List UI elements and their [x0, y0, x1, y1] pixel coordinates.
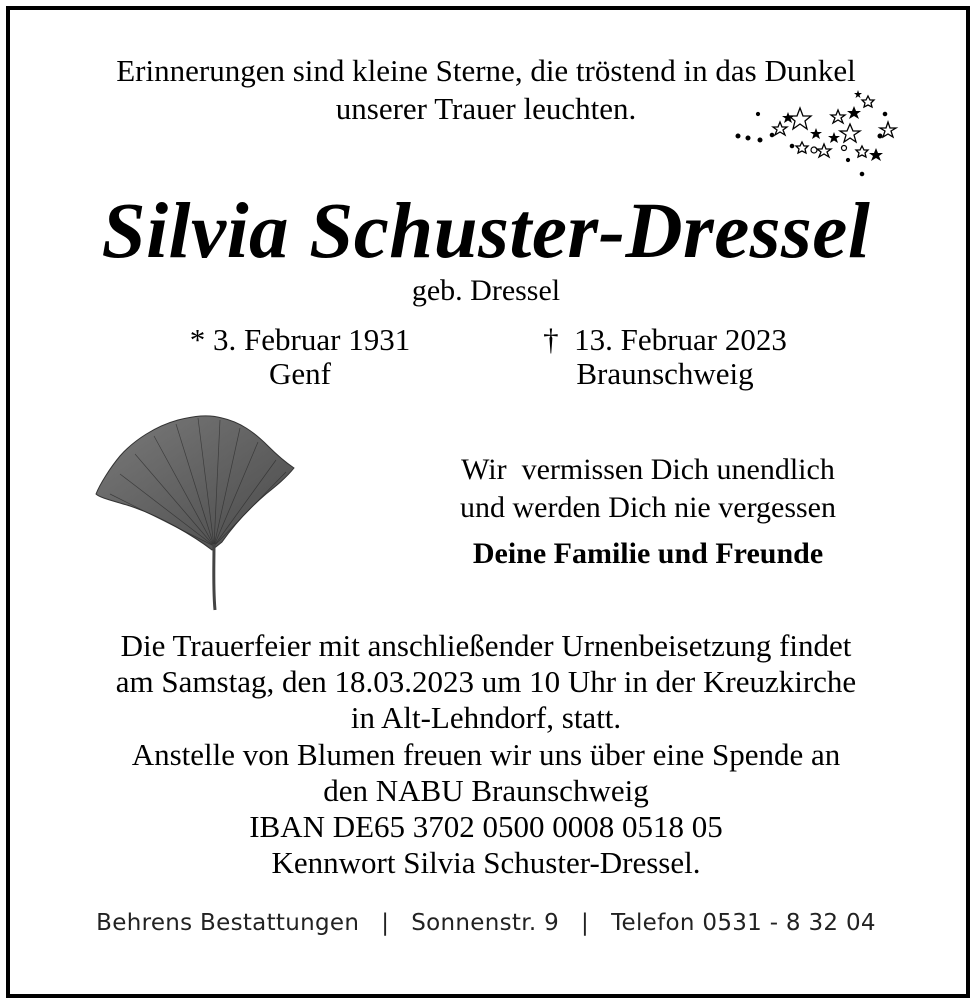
birth-place: Genf: [269, 356, 331, 391]
info-line: Anstelle von Blumen freuen wir uns über eine Spende an: [131, 736, 841, 772]
death-place: Braunschweig: [576, 356, 754, 391]
info-line: in Alt-Lehndorf, statt.: [350, 700, 622, 736]
info-line: Die Trauerfeier mit anschließender Urnenbeisetzung findet: [120, 628, 852, 663]
info-line: am Samstag, den 18.03.2023 um 10 Uhr in der Kreuzkirche: [115, 664, 857, 700]
funeral-home-phone: Telefon 0531 - 8 32 04: [611, 910, 876, 936]
message-line-1: Wir vermissen Dich unendlich: [461, 453, 835, 486]
birth-date: * 3. Februar 1931: [189, 322, 411, 357]
death-block: [500, 323, 830, 391]
stars-icon: [730, 88, 910, 184]
signature: Deine Familie und Freunde: [472, 537, 824, 570]
deceased-name: Silvia Schuster-Dressel: [101, 188, 871, 275]
funeral-home-address: Sonnenstr. 9: [411, 910, 560, 936]
cross-icon: †: [543, 322, 559, 357]
funeral-home-name: Behrens Bestattungen: [96, 910, 360, 936]
info-line: IBAN DE65 3702 0500 0008 0518 05: [249, 809, 723, 845]
birth-block: [150, 323, 450, 391]
death-date: 13. Februar 2023: [574, 322, 787, 357]
ginkgo-leaf-icon: [90, 406, 300, 612]
maiden-name: geb. Dressel: [411, 274, 561, 307]
message: [408, 451, 888, 527]
info-line: Kennwort Silvia Schuster-Dressel.: [271, 845, 701, 881]
message-line-2: und werden Dich nie vergessen: [460, 491, 836, 524]
footer-separator: |: [381, 910, 390, 936]
info-line: den NABU Braunschweig: [323, 772, 649, 808]
footer: [0, 910, 972, 936]
ceremony-info: [30, 628, 942, 881]
quote-line-2: unserer Trauer leuchten.: [335, 91, 637, 126]
footer-separator: |: [581, 910, 590, 936]
quote-line-1: Erinnerungen sind kleine Sterne, die tröstend in das Dunkel: [116, 53, 856, 88]
death-date-line: [500, 323, 830, 357]
